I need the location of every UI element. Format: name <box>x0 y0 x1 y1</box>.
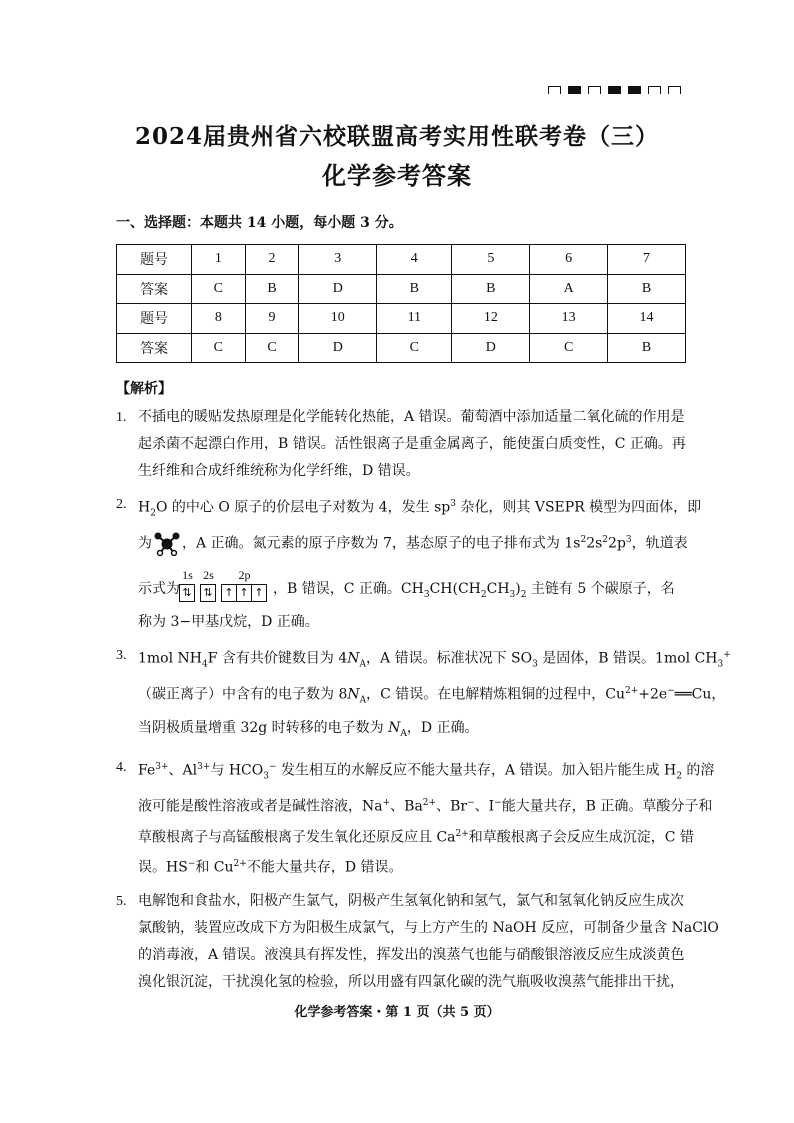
question-number: 10 <box>299 304 377 334</box>
analysis-heading: 【解析】 <box>116 381 172 397</box>
question-number: 5 <box>452 245 530 275</box>
code-mark <box>548 86 561 94</box>
code-mark <box>588 86 601 94</box>
answer-cell: D <box>299 274 377 304</box>
row-label: 题号 <box>117 245 192 275</box>
table-row <box>117 245 686 275</box>
text-line: 液可能是酸性溶液或者是碱性溶液，Na+、$Ba^{2+}$、Br−、I−能大量共存，B 正确。草酸分子和 <box>138 798 713 815</box>
orbital-box: ↑ <box>221 584 237 602</box>
water-vsepr-model-icon <box>154 532 180 566</box>
question-number: 11 <box>377 304 452 334</box>
analysis-item-5 <box>116 888 719 996</box>
orbital-diagram <box>180 568 273 607</box>
answer-cell: B <box>452 274 530 304</box>
item-number: 2. <box>116 497 127 512</box>
question-number: 13 <box>530 304 608 334</box>
orbital-1s: 1s ⇅ <box>180 580 195 607</box>
code-mark <box>628 86 641 94</box>
answer-cell: C <box>192 274 246 304</box>
text-line: （碳正离子）中含有的电子数为 $8N_A$，C 错误。在电解精炼粗铜的过程中，$Cu^{2+}+2e^-══Cu$， <box>138 686 726 706</box>
text-line: 示式为 1s ⇅ 2s ⇅ 2p ↑ ↑ ↑ ，B 错误，C 正确。$CH_3CH(CH_2CH_3)_2$ 主链有 5 个碳原子，名 <box>138 576 688 609</box>
text-line: 为 ，A 正确。氮元素的原子序数为 7，基态原子的电子排布式为 $1s^22s^22p^3$，轨道表 <box>138 527 688 566</box>
orbital-box: ⇅ <box>200 584 216 602</box>
analysis-body <box>116 404 731 1002</box>
question-number: 3 <box>299 245 377 275</box>
text-line: 不插电的暖贴发热原理是化学能转化热能，A 错误。葡萄酒中添加适量二氧化硫的作用是 <box>138 409 685 425</box>
item-number: 5. <box>116 894 127 910</box>
table-row <box>117 274 686 304</box>
orbital-box: ↑ <box>251 584 267 602</box>
analysis-item-2 <box>116 491 702 636</box>
text-line: 生纤维和合成纤维统称为化学纤维，D 错误。 <box>138 463 420 479</box>
answer-cell: B <box>608 333 686 363</box>
question-number: 1 <box>192 245 246 275</box>
code-mark <box>568 86 581 94</box>
row-label: 答案 <box>117 333 192 363</box>
orbital-2s: 2s ⇅ <box>201 580 216 607</box>
text-line: 溴化银沉淀，干扰溴化氢的检验，所以用盛有四氯化碳的洗气瓶吸收溴蒸气能排出干扰， <box>138 974 684 991</box>
text-line: $H_2O$ 的中心 O 原子的价层电子对数为 4，发生 $sp^3$ 杂化，则其 VSEPR 模型为四面体，即 <box>138 499 702 519</box>
question-number: 7 <box>608 245 686 275</box>
document-subtitle: 化学参考答案 <box>322 161 472 190</box>
answer-cell: D <box>452 333 530 363</box>
answer-cell: D <box>299 333 377 363</box>
code-mark <box>668 86 681 94</box>
answer-cell: B <box>245 274 299 304</box>
answer-cell: B <box>377 274 452 304</box>
orbital-2p: 2p ↑ ↑ ↑ <box>222 580 267 607</box>
text-line: 的消毒液，A 错误。液溴具有挥发性，挥发出的溴蒸气也能与硝酸银溶液反应生成淡黄色 <box>138 947 685 964</box>
orbital-box: ⇅ <box>179 584 195 602</box>
analysis-item-1 <box>116 404 688 485</box>
code-mark <box>648 86 661 94</box>
question-number: 12 <box>452 304 530 334</box>
text-line: 草酸根离子与高锰酸根离子发生氧化还原反应且 $Ca^{2+}$和草酸根离子会反应生成沉淀，C 错 <box>138 828 694 846</box>
text-line: 起杀菌不起漂白作用，B 错误。活性银离子是重金属离子，能使蛋白质变性，C 正确。再 <box>138 436 686 452</box>
answer-cell: C <box>245 333 299 363</box>
analysis-item-4 <box>116 754 715 882</box>
section-heading: 一、选择题：本题共 14 小题，每小题 3 分。 <box>116 215 403 231</box>
item-number: 4. <box>116 759 127 775</box>
analysis-item-3 <box>116 642 731 748</box>
answer-cell: B <box>608 274 686 304</box>
table-row <box>117 304 686 334</box>
row-label: 答案 <box>117 274 192 304</box>
question-number: 6 <box>530 245 608 275</box>
answer-cell: C <box>192 333 246 363</box>
answer-table <box>116 244 686 363</box>
text-line: 当阴极质量增重 32g 时转移的电子数为 $N_A$，D 正确。 <box>138 719 479 739</box>
text-line: 误。HS−和 $Cu^{2+}$不能大量共存，D 错误。 <box>138 859 403 877</box>
text-line: 氯酸钠，装置应改成下方为阳极生成氯气，与上方产生的 NaOH 反应，可制备少量含 NaClO <box>138 920 719 937</box>
text-line: $Fe^{3+}$、$Al^{3+}$与 $HCO_3^-$ 发生相互的水解反应不能大量共存，A 错误。加入铝片能生成 $H_2$ 的溶 <box>138 761 715 782</box>
answer-cell: C <box>530 333 608 363</box>
question-number: 14 <box>608 304 686 334</box>
question-number: 4 <box>377 245 452 275</box>
document-title: 2024届贵州省六校联盟高考实用性联考卷（三） <box>134 123 659 150</box>
text-line: 电解饱和食盐水，阳极产生氯气，阴极产生氢氧化钠和氢气，氯气和氢氧化钠反应生成次 <box>138 893 684 910</box>
row-label: 题号 <box>117 304 192 334</box>
orbital-box: ↑ <box>236 584 252 602</box>
page-footer: 化学参考答案・第 1 页（共 5 页） <box>294 1005 500 1020</box>
item-number: 1. <box>116 410 127 425</box>
text-line: 称为 3−甲基戊烷，D 正确。 <box>138 613 319 630</box>
text-line: 1mol $NH_4F$ 含有共价键数目为 $4N_A$，A 错误。标准状况下 $SO_3$ 是固体，B 错误。1mol $CH_3^+$ <box>138 649 731 670</box>
code-mark <box>608 86 621 94</box>
question-number: 9 <box>245 304 299 334</box>
question-number: 8 <box>192 304 246 334</box>
table-row <box>117 333 686 363</box>
page-code-marks <box>548 86 681 94</box>
question-number: 2 <box>245 245 299 275</box>
item-number: 3. <box>116 647 127 663</box>
answer-cell: C <box>377 333 452 363</box>
answer-cell: A <box>530 274 608 304</box>
